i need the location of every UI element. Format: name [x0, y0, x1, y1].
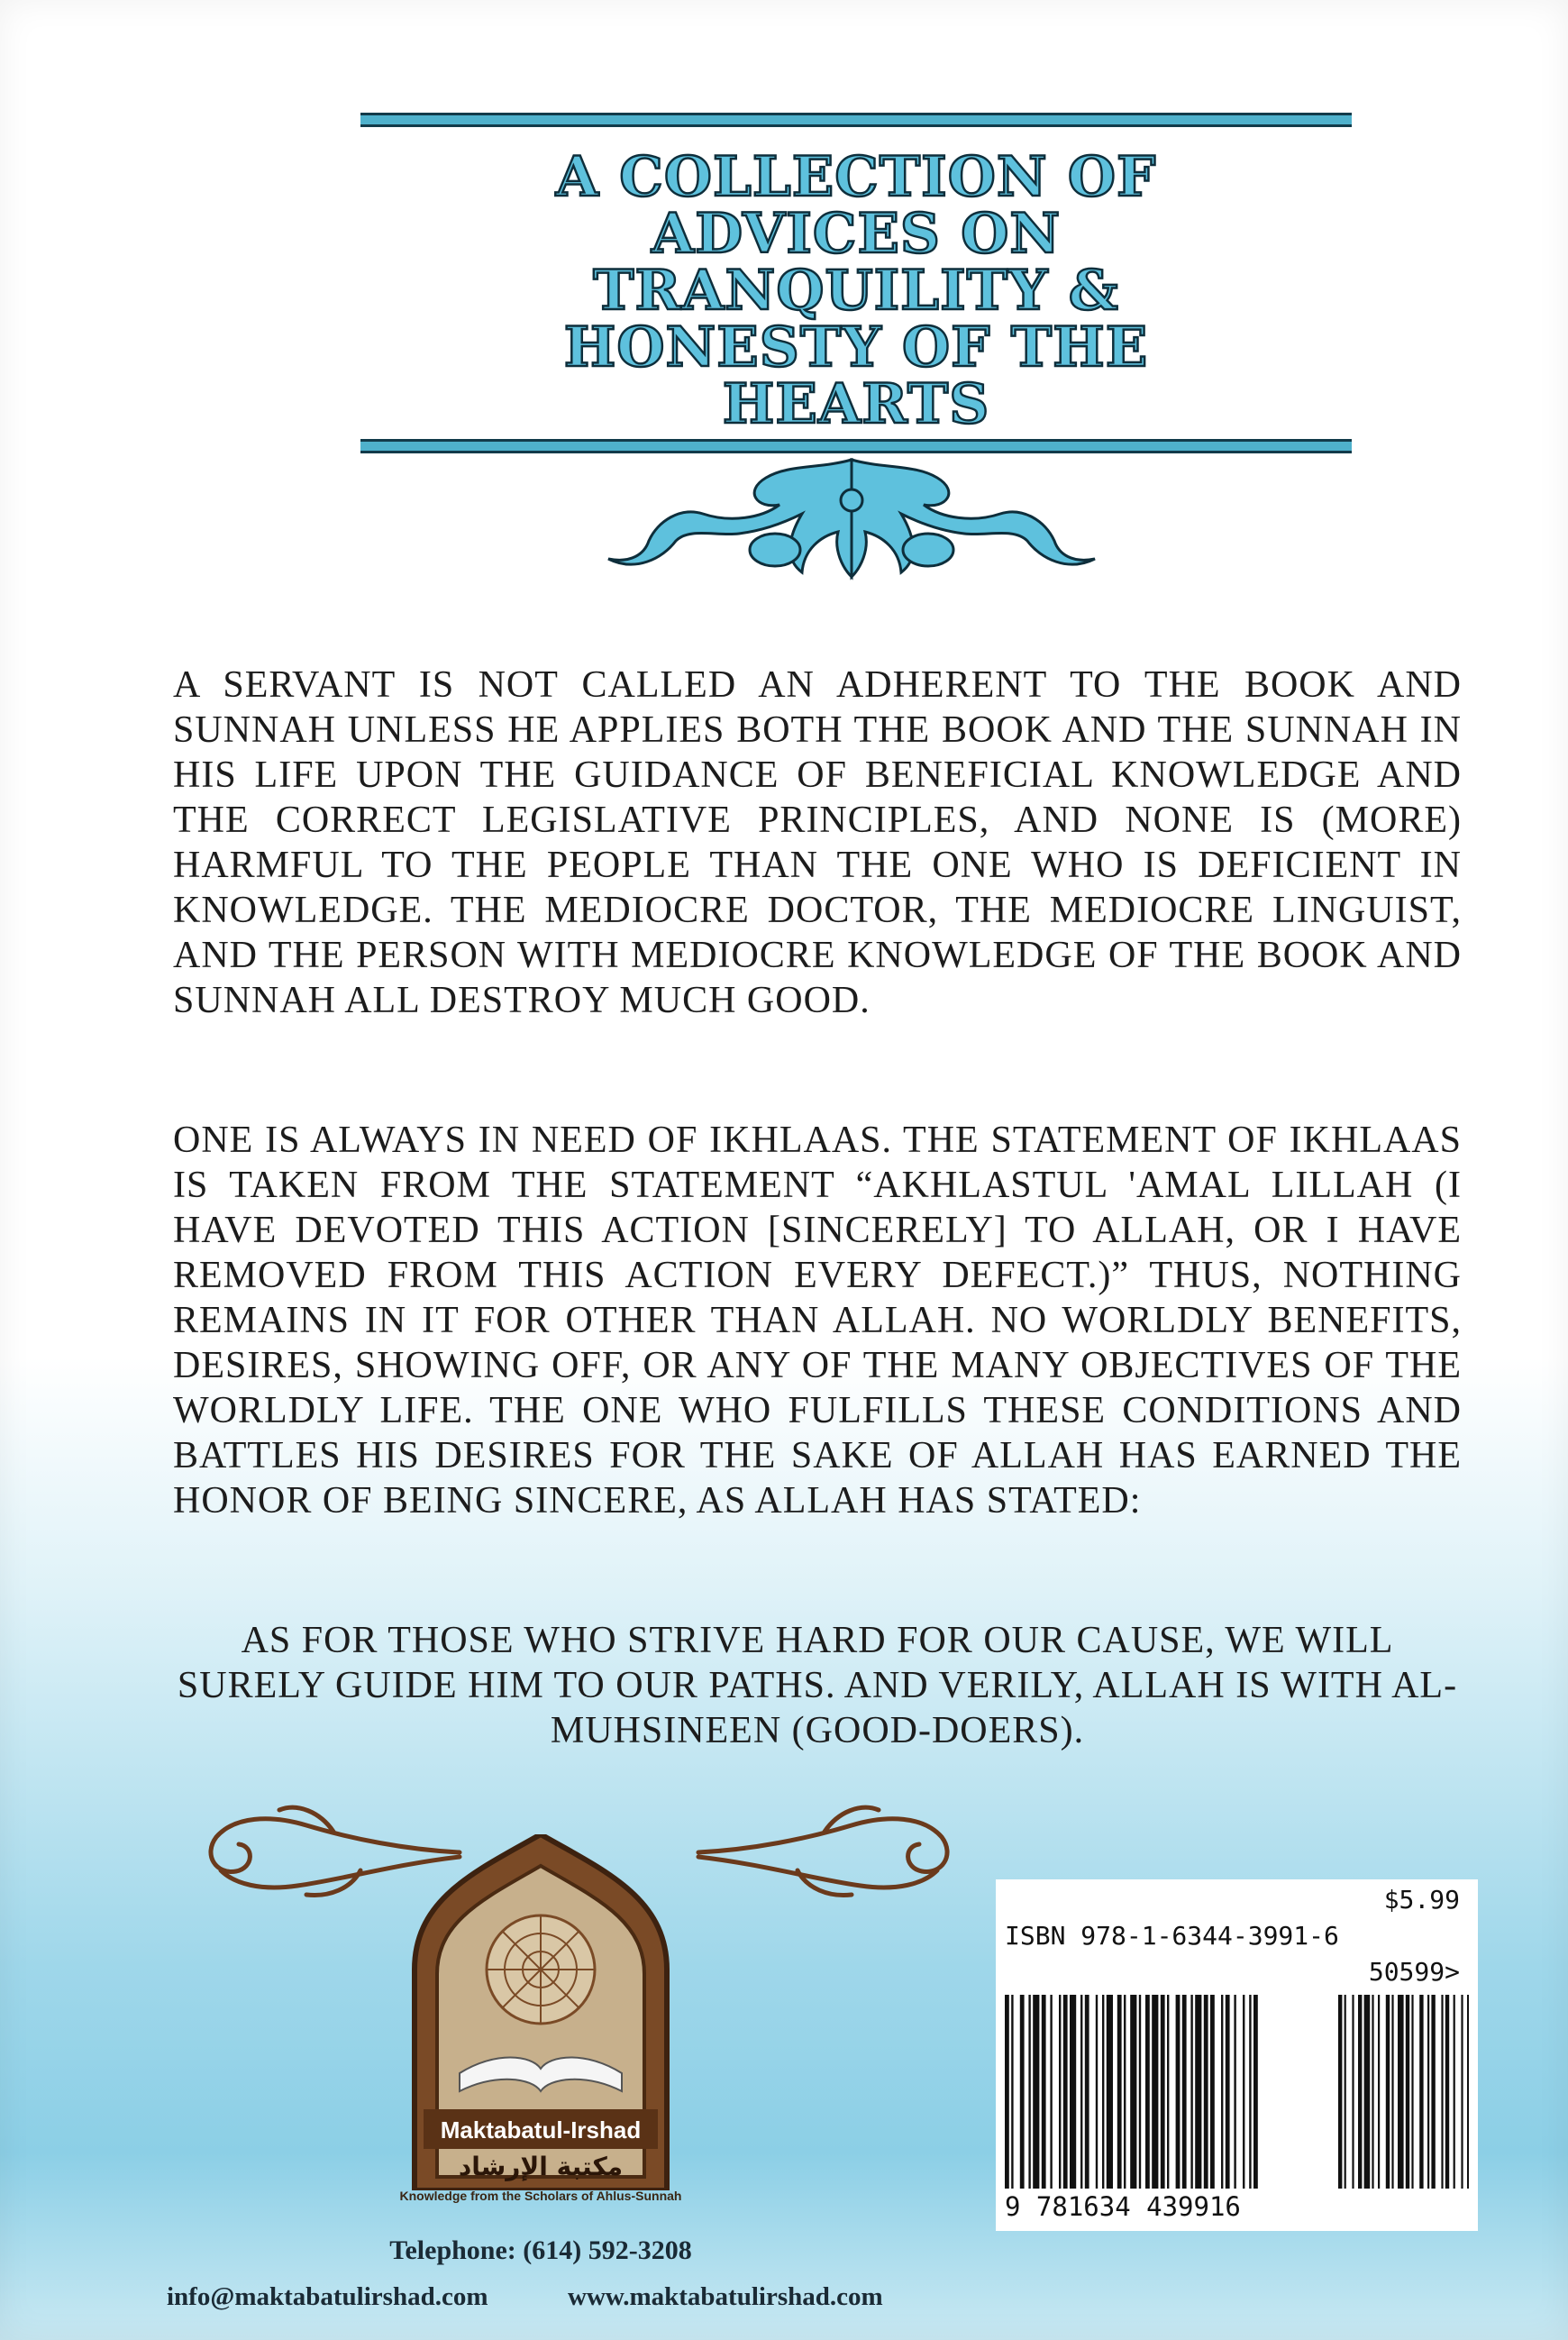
price-label: $5.99	[1383, 1885, 1460, 1915]
publisher-telephone: Telephone: (614) 592-3208	[389, 2235, 692, 2265]
book-title	[360, 145, 1352, 436]
publisher-email[interactable]: info@maktabatulirshad.com	[167, 2282, 488, 2311]
title-line: ADVICES ON	[651, 202, 1062, 266]
isbn-number: ISBN 978-1-6344-3991-6	[1005, 1921, 1339, 1951]
title-line: HEARTS	[722, 372, 990, 436]
logo-name: Maktabatul-Irshad	[440, 2116, 642, 2143]
barcode-bars	[1005, 1995, 1469, 2189]
title-line: A COLLECTION OF	[555, 145, 1157, 209]
ean-number: 9 781634 439916	[1005, 2191, 1241, 2222]
title-line: HONESTY OF THE	[563, 315, 1149, 379]
publisher-logo	[397, 1834, 685, 2190]
quran-quote: AS FOR THOSE WHO STRIVE HARD FOR OUR CAUSE, WE WILL SURELY GUIDE HIM TO OUR PATHS. AND VERILY, ALLAH IS WITH AL-MUHSINEEN (GOOD-DOERS).	[177, 1620, 1458, 1751]
title-line: TRANQUILITY &	[593, 259, 1119, 323]
logo-arabic: مكتبة الإرشاد	[458, 2152, 624, 2181]
floral-ornament-icon	[595, 451, 1108, 586]
publisher-website[interactable]: www.maktabatulirshad.com	[568, 2282, 883, 2311]
body-paragraph-1: A SERVANT IS NOT CALLED AN ADHERENT TO THE BOOK AND SUNNAH UNLESS HE APPLIES BOTH THE BOOK AND THE SUNNAH IN HIS LIFE UPON THE GUIDANCE OF BENEFICIAL KNOWLEDGE AND THE CORRECT LEGISLATIVE PRINCIPLES, AND NONE IS (MORE) HARMFUL TO THE PEOPLE THAN THE ONE WHO IS DEFICIENT IN KNOWLEDGE. THE MEDIOCRE DOCTOR, THE MEDIOCRE LINGUIST, AND THE PERSON WITH MEDIOCRE KNOWLEDGE OF THE BOOK AND SUNNAH ALL DESTROY MUCH GOOD.	[173, 664, 1462, 1021]
scroll-swirl-icon	[689, 1785, 987, 1911]
price-addon-code: 50599>	[1368, 1957, 1460, 1987]
isbn-barcode	[996, 1879, 1478, 2231]
body-paragraph-2: ONE IS ALWAYS IN NEED OF IKHLAAS. THE STATEMENT OF IKHLAAS IS TAKEN FROM THE STATEMENT “AKHLASTUL 'AMAL LILLAH (I HAVE DEVOTED THIS ACTION [SINCERELY] TO ALLAH, OR I HAVE REMOVED FROM THIS ACTION EVERY DEFECT.)” THUS, NOTHING REMAINS IN IT FOR OTHER THAN ALLAH. NO WORLDLY BENEFITS, DESIRES, SHOWING OFF, OR ANY OF THE MANY OBJECTIVES OF THE WORLDLY LIFE. THE ONE WHO FULFILLS THESE CONDITIONS AND BATTLES HIS DESIRES FOR THE SAKE OF ALLAH HAS EARNED THE HONOR OF BEING SINCERE, AS ALLAH HAS STATED:	[173, 1120, 1462, 1522]
title-top-rule	[360, 113, 1352, 127]
publisher-tagline: Knowledge from the Scholars of Ahlus-Sunnah	[399, 2189, 682, 2203]
